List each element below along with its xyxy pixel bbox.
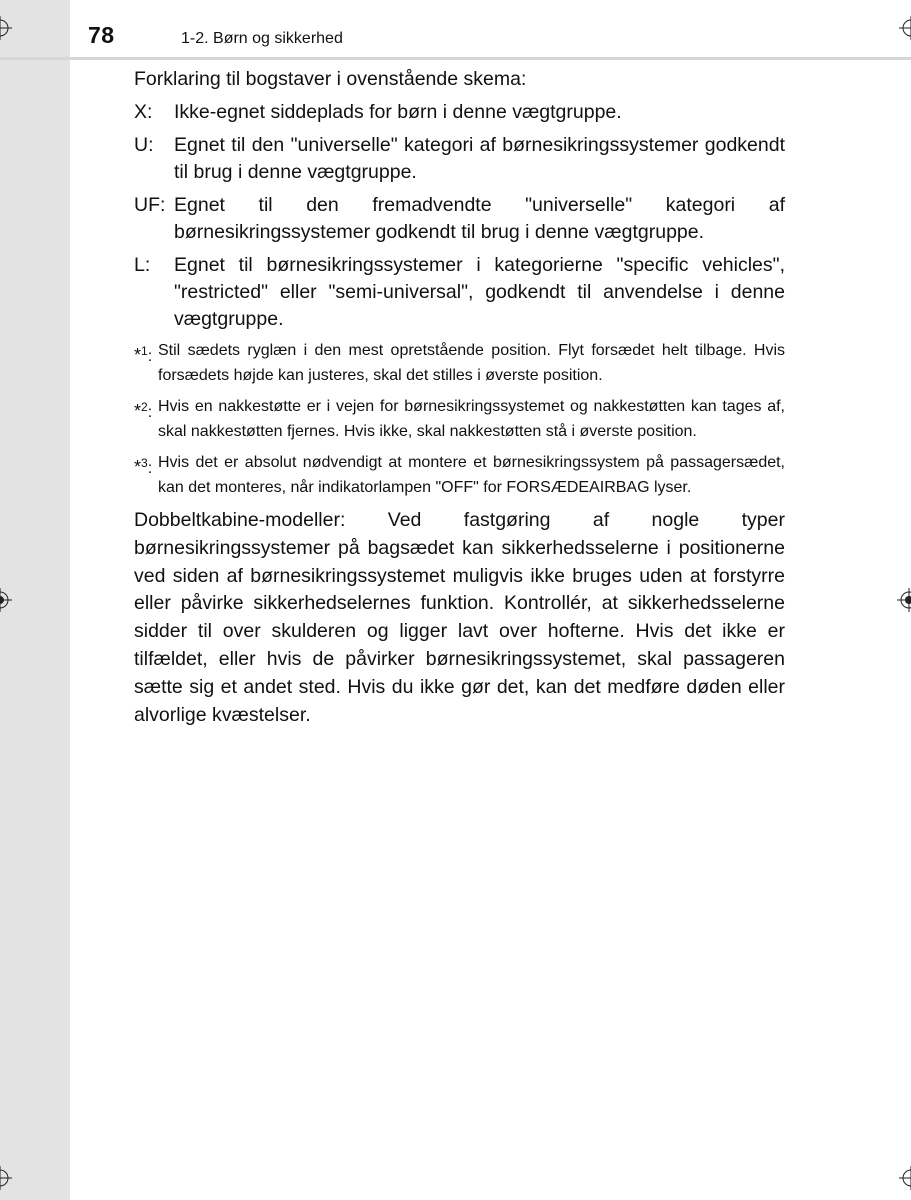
legend-item-l	[134, 252, 785, 333]
footnote-text: Stil sædets ryglæn i den mest opretstående position. Flyt forsædet helt tilbage. Hvis forsædets højde kan justeres, skal det stilles i øverste position.	[158, 342, 785, 384]
legend-text: Egnet til børnesikringssystemer i kategorierne "specific vehicles", "restricted" eller "semi-universal", godkendt til anvendelse i denne vægtgruppe.	[174, 254, 785, 330]
footnote-1	[134, 339, 785, 388]
legend-text: Egnet til den "universelle" kategori af børnesikringssystemer godkendt til brug i denne vægtgruppe.	[174, 134, 785, 183]
section-title: 1-2. Børn og sikkerhed	[181, 30, 343, 47]
legend-item-uf	[134, 192, 785, 246]
legend-text: Egnet til den fremadvendte "universelle" kategori af børnesikringssystemer godkendt til brug i denne vægtgruppe.	[174, 194, 785, 243]
registration-mark-icon	[897, 588, 911, 612]
registration-mark-icon	[0, 1166, 12, 1190]
footnote-marker: *$^2$:	[134, 400, 153, 421]
legend-code: UF:	[134, 194, 166, 216]
legend-code: U:	[134, 134, 154, 156]
footnote-text: Hvis en nakkestøtte er i vejen for børnesikringssystemet og nakkestøtten kan tages af, skal nakkestøtten fjernes. Hvis ikke, skal nakkestøtten stå i øverste position.	[158, 398, 785, 440]
footnote-2	[134, 395, 785, 444]
registration-mark-icon	[0, 588, 12, 612]
registration-mark-icon	[899, 1166, 911, 1190]
legend-code: X:	[134, 101, 153, 123]
registration-mark-icon	[899, 16, 911, 40]
footnote-marker: *$^3$:	[134, 456, 153, 477]
header-bar	[70, 0, 911, 58]
page-number: 78	[88, 22, 115, 48]
double-cab-warning: Dobbeltkabine-modeller: Ved fastgøring af nogle typer børnesikringssystemer på bagsædet kan sikkerhedsselerne i positionerne ved siden af børnesikringssystemet muligvis ikke bruges uden at forstyrre eller påvirke sikkerhedselernes funktion. Kontrollér, at sikkerhedsselerne sidder til over skulderen og ligger lavt over hofterne. Hvis det ikke er tilfældet, eller hvis de påvirker børnesikringssystemet, skal passageren sætte sig et andet sted. Hvis du ikke gør det, kan det medføre døden eller alvorlige kvæstelser.	[134, 509, 785, 726]
page-body	[134, 66, 785, 729]
legend-code: L:	[134, 254, 151, 276]
legend-item-x	[134, 99, 785, 126]
legend-item-u	[134, 132, 785, 186]
legend-text: Ikke-egnet siddeplads for børn i denne vægtgruppe.	[174, 101, 622, 123]
legend-intro: Forklaring til bogstaver i ovenstående skema:	[134, 68, 527, 90]
registration-mark-icon	[0, 16, 12, 40]
footnote-3	[134, 451, 785, 500]
footnote-marker: *$^1$:	[134, 344, 153, 365]
footnote-text: Hvis det er absolut nødvendigt at montere et børnesikringssystem på passagersædet, kan det monteres, når indikatorlampen "OFF" for FORSÆDEAIRBAG lyser.	[158, 454, 785, 496]
header-rule	[0, 57, 911, 60]
